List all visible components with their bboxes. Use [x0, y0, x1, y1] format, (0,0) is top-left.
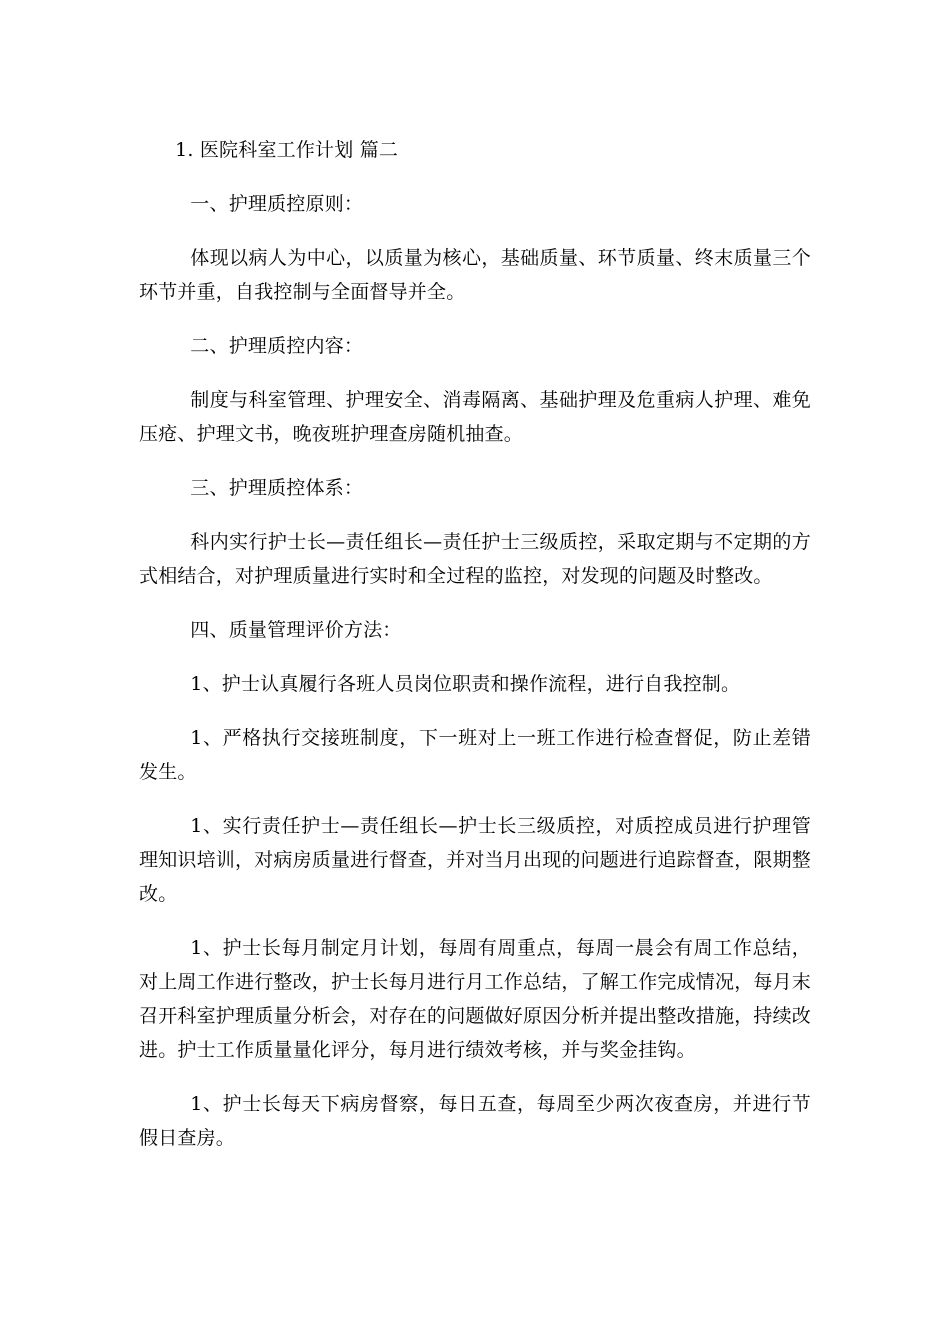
list-item-4: 1、护士长每月制定月计划，每周有周重点，每周一晨会有周工作总结，对上周工作进行整改，护士长每月进行月工作总结，了解工作完成情况，每月末召开科室护理质量分析会，对存在的问题做好原因分析并提出整改措施，持续改进。护士工作质量量化评分，每月进行绩效考核，并与奖金挂钩。 [139, 937, 812, 1061]
paragraph-quality-content: 制度与科室管理、护理安全、消毒隔离、基础护理及危重病人护理、难免压疮、护理文书，晚夜班护理查房随机抽查。 [139, 389, 811, 445]
paragraph-quality-principle: 体现以病人为中心，以质量为核心，基础质量、环节质量、终末质量三个环节并重，自我控制与全面督导并全。 [139, 247, 811, 303]
list-item-3: 1、实行责任护士—责任组长—护士长三级质控，对质控成员进行护理管理知识培训，对病房质量进行督查，并对当月出现的问题进行追踪督查，限期整改。 [139, 815, 812, 905]
heading-quality-principle: 一、护理质控原则： [190, 193, 364, 215]
paragraph-quality-system: 科内实行护士长—责任组长—责任护士三级质控，采取定期与不定期的方式相结合，对护理质量进行实时和全过程的监控，对发现的问题及时整改。 [139, 531, 811, 587]
heading-evaluation-method: 四、质量管理评价方法： [190, 619, 402, 641]
list-item-2: 1、严格执行交接班制度，下一班对上一班工作进行检查督促，防止差错发生。 [139, 727, 811, 783]
heading-quality-content: 二、护理质控内容： [190, 335, 364, 357]
document-body [139, 133, 811, 1175]
document-title: 1. 医院科室工作计划 篇二 [175, 139, 399, 161]
heading-quality-system: 三、护理质控体系： [190, 477, 364, 499]
list-item-5: 1、护士长每天下病房督察，每日五查，每周至少两次夜查房，并进行节假日查房。 [139, 1093, 811, 1149]
list-item-1: 1、护士认真履行各班人员岗位职责和操作流程，进行自我控制。 [190, 673, 741, 695]
